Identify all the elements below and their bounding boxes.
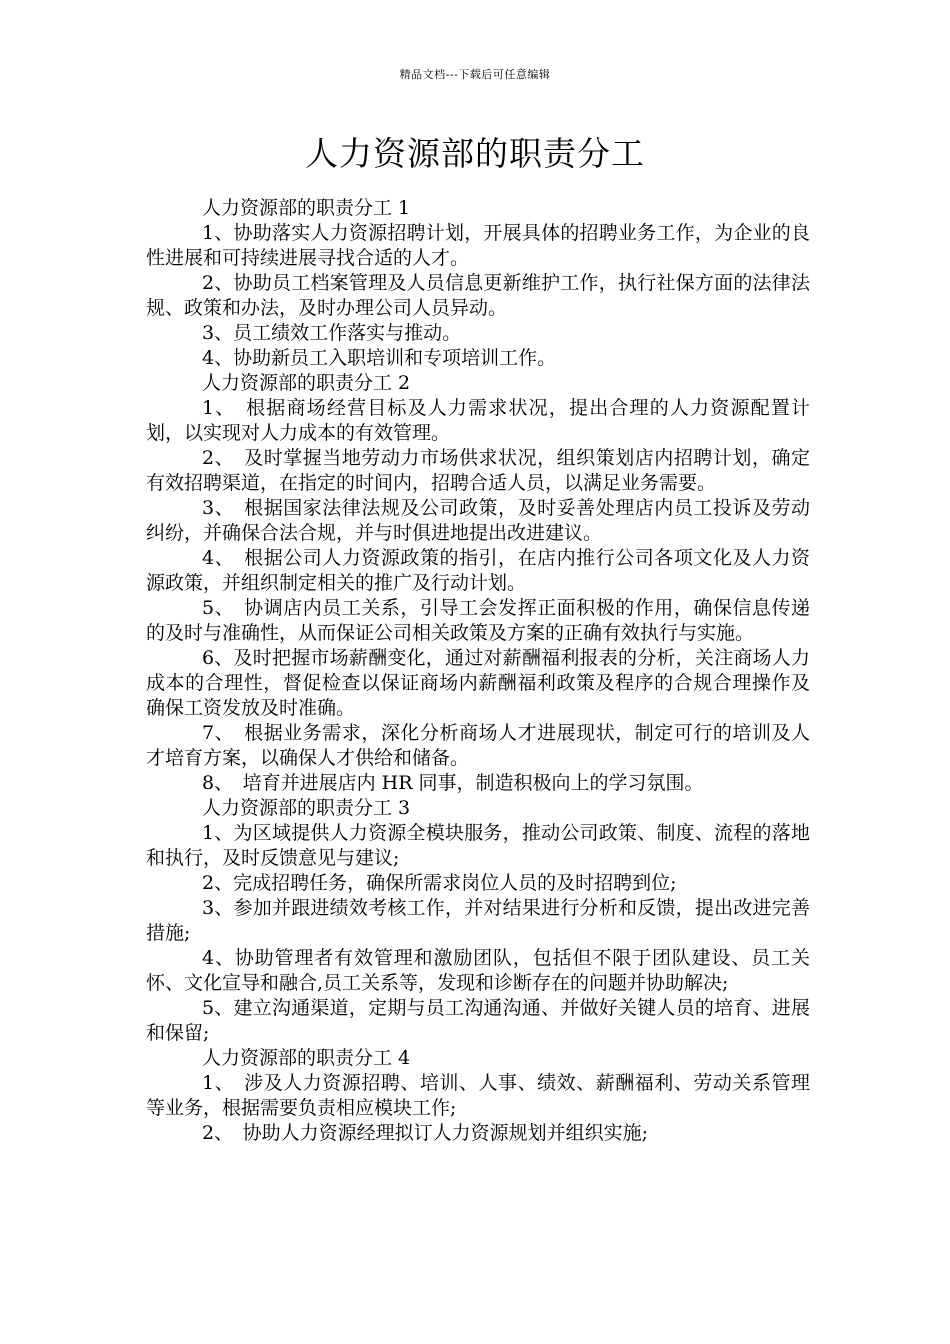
paragraph: 2、 及时掌握当地劳动力市场供求状况，组织策划店内招聘计划，确定有效招聘渠道，在指定的时间内，招聘合适人员，以满足业务需要。 <box>146 447 810 494</box>
section-heading-3: 人力资源部的职责分工 3 <box>202 797 411 819</box>
document-body <box>146 196 810 1146</box>
paragraph: 1、 根据商场经营目标及人力需求状况，提出合理的人力资源配置计划，以实现对人力成本的有效管理。 <box>146 397 810 444</box>
page-title: 人力资源部的职责分工 <box>305 134 645 173</box>
paragraph: 5、 协调店内员工关系，引导工会发挥正面积极的作用，确保信息传递的及时与准确性，从而保证公司相关政策及方案的正确有效执行与实施。 <box>146 597 810 644</box>
section-heading-4: 人力资源部的职责分工 4 <box>202 1047 411 1069</box>
paragraph: 2、完成招聘任务，确保所需求岗位人员的及时招聘到位; <box>202 872 677 894</box>
paragraph: 1、协助落实人力资源招聘计划，开展具体的招聘业务工作，为企业的良性进展和可持续进展寻找合适的人才。 <box>146 222 810 269</box>
paragraph: 6、及时把握市场薪酬变化，通过对薪酬福利报表的分析，关注商场人力成本的合理性，督促检查以保证商场内薪酬福利政策及程序的合规合理操作及确保工资发放及时准确。 <box>146 647 810 719</box>
paragraph: 3、参加并跟进绩效考核工作，并对结果进行分析和反馈，提出改进完善措施; <box>146 897 810 944</box>
paragraph: 3、员工绩效工作落实与推动。 <box>202 322 462 344</box>
paragraph: 1、为区域提供人力资源全模块服务，推动公司政策、制度、流程的落地和执行，及时反馈意见与建议; <box>146 822 810 869</box>
paragraph: 1、 涉及人力资源招聘、培训、人事、绩效、薪酬福利、劳动关系管理等业务，根据需要负责相应模块工作; <box>146 1072 810 1119</box>
paragraph: 7、 根据业务需求，深化分析商场人才进展现状，制定可行的培训及人才培育方案，以确保人才供给和储备。 <box>146 722 810 769</box>
section-heading-2: 人力资源部的职责分工 2 <box>202 372 411 394</box>
paragraph: 2、协助员工档案管理及人员信息更新维护工作，执行社保方面的法律法规、政策和办法，及时办理公司人员异动。 <box>146 272 810 319</box>
paragraph: 4、协助管理者有效管理和激励团队，包括但不限于团队建设、员工关怀、文化宣导和融合,员工关系等，发现和诊断存在的问题并协助解决; <box>146 947 810 994</box>
paragraph: 4、 根据公司人力资源政策的指引，在店内推行公司各项文化及人力资源政策，并组织制定相关的推广及行动计划。 <box>146 547 810 594</box>
paragraph: 2、 协助人力资源经理拟订人力资源规划并组织实施; <box>202 1122 648 1144</box>
paragraph: 3、 根据国家法律法规及公司政策，及时妥善处理店内员工投诉及劳动纠纷，并确保合法合规，并与时俱进地提出改进建议。 <box>146 497 810 544</box>
paragraph: 8、 培育并进展店内 HR 同事，制造积极向上的学习氛围。 <box>202 772 704 794</box>
section-heading-1: 人力资源部的职责分工 1 <box>202 197 411 219</box>
header-note: 精品文档---下载后可任意编辑 <box>399 68 551 81</box>
paragraph: 5、建立沟通渠道，定期与员工沟通沟通、并做好关键人员的培育、进展和保留; <box>146 997 810 1044</box>
paragraph: 4、协助新员工入职培训和专项培训工作。 <box>202 347 557 369</box>
